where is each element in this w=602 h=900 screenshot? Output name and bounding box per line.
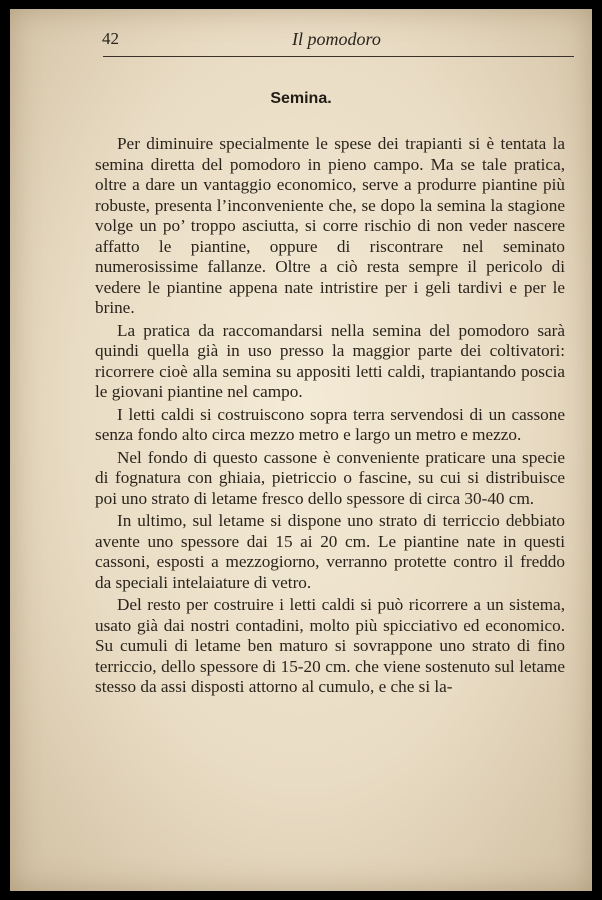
page-number: 42	[102, 29, 119, 48]
running-title: Il pomodoro	[292, 29, 381, 49]
paragraph: I letti caldi si costruiscono sopra terra servendosi di un cassone senza fondo alto circa mezzo metro e largo un metro e mezzo.	[95, 404, 565, 444]
header-rule	[103, 56, 574, 57]
paragraph: La pratica da raccomandarsi nella semina del pomodoro sarà quindi quella già in uso presso la maggior parte dei coltivatori: ricorrere cioè alla semina su appositi letti caldi, trapiantando poscia le giovani piantine nel campo.	[95, 320, 565, 401]
section-title: Semina.	[270, 90, 332, 107]
body-text	[95, 134, 565, 700]
paragraph: Del resto per costruire i letti caldi si può ricorrere a un sistema, usato già dai nostri contadini, molto più spicciativo ed economico. Su cumuli di letame ben maturo si sovrappone uno strato di fino terriccio, dello spessore di 15-20 cm. che viene sostenuto sul letame stesso da assi disposti attorno al cumulo, e che si la-	[95, 595, 565, 696]
paragraph: In ultimo, sul letame si dispone uno strato di terriccio debbiato avente uno spessore dai 15 ai 20 cm. Le piantine nate in questi cassoni, esposti a mezzogiorno, verranno protette contro il freddo da speciali intelaiature di vetro.	[95, 511, 565, 592]
paragraph: Per diminuire specialmente le spese dei trapianti si è tentata la semina diretta del pomodoro in pieno campo. Ma se tale pratica, oltre a dare un vantaggio economico, serve a produrre piantine più robuste, presenta l’inconveniente che, se dopo la semina la stagione volge un po’ troppo asciutta, si corre rischio di non veder nascere affatto le piantine, oppure di riscontrare nel seminato numerosissime fallanze. Oltre a ciò resta sempre il pericolo di vedere le piantine appena nate intristire per i geli tardivi e per le brine.	[95, 134, 565, 317]
page-header	[102, 25, 574, 53]
paragraph: Nel fondo di questo cassone è conveniente praticare una specie di fognatura con ghiaia, pietriccio o fascine, su cui si distribuisce poi uno strato di letame fresco dello spessore di circa 30-40 cm.	[95, 447, 565, 508]
